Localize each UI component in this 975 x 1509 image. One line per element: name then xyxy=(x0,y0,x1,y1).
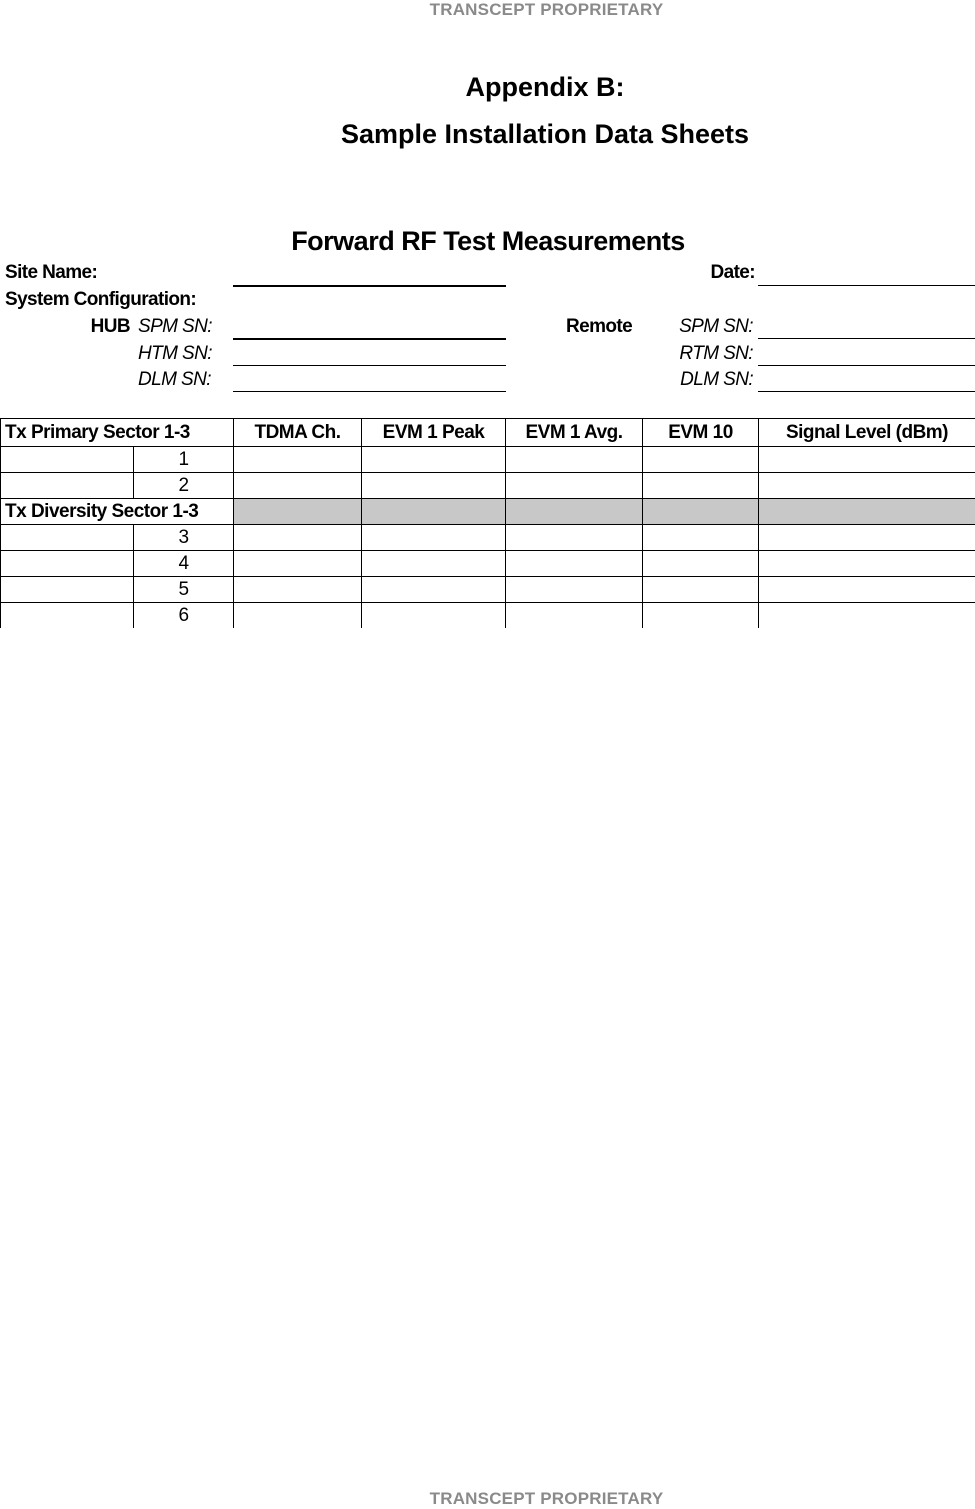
row-number: 4 xyxy=(134,551,234,577)
row-number: 6 xyxy=(134,603,234,629)
table-cell[interactable] xyxy=(234,525,362,551)
table-cell[interactable] xyxy=(234,447,362,473)
table-cell[interactable] xyxy=(362,577,506,603)
site-name-field[interactable] xyxy=(233,285,506,287)
hub-htm-label: HTM SN: xyxy=(138,343,212,365)
measurements-table xyxy=(0,418,975,628)
table-cell[interactable] xyxy=(643,603,759,629)
table-row xyxy=(1,473,975,499)
table-cell[interactable] xyxy=(643,447,759,473)
table-cell[interactable] xyxy=(234,577,362,603)
hub-spm-field[interactable] xyxy=(233,338,506,340)
hub-dlm-field[interactable] xyxy=(233,391,506,392)
table-cell[interactable] xyxy=(234,473,362,499)
table-cell[interactable] xyxy=(643,473,759,499)
header-tdma-ch: TDMA Ch. xyxy=(234,419,362,447)
hub-label: HUB xyxy=(40,316,130,338)
table-cell[interactable] xyxy=(362,603,506,629)
remote-rtm-field[interactable] xyxy=(758,365,975,366)
header-signal-level: Signal Level (dBm) xyxy=(759,419,975,447)
remote-spm-label: SPM SN: xyxy=(640,316,753,338)
table-cell xyxy=(1,577,134,603)
table-row xyxy=(1,447,975,473)
hub-htm-field[interactable] xyxy=(233,365,506,366)
row-number: 5 xyxy=(134,577,234,603)
table-cell[interactable] xyxy=(643,551,759,577)
table-cell[interactable] xyxy=(362,551,506,577)
shaded-cell xyxy=(506,499,643,525)
form-title: Forward RF Test Measurements xyxy=(0,226,975,257)
table-cell[interactable] xyxy=(362,447,506,473)
table-cell xyxy=(1,473,134,499)
remote-label: Remote xyxy=(566,316,632,338)
remote-rtm-label: RTM SN: xyxy=(640,343,753,365)
shaded-cell xyxy=(643,499,759,525)
remote-dlm-label: DLM SN: xyxy=(640,369,753,391)
proprietary-header: TRANSCEPT PROPRIETARY xyxy=(0,0,975,20)
table-row xyxy=(1,551,975,577)
row-number: 3 xyxy=(134,525,234,551)
table-cell[interactable] xyxy=(234,551,362,577)
table-row xyxy=(1,603,975,629)
table-cell[interactable] xyxy=(506,551,643,577)
proprietary-footer: TRANSCEPT PROPRIETARY xyxy=(0,1489,975,1509)
table-cell xyxy=(1,525,134,551)
site-name-label: Site Name: xyxy=(5,262,97,284)
table-cell xyxy=(1,447,134,473)
header-tx-primary: Tx Primary Sector 1-3 xyxy=(1,419,234,447)
remote-spm-field[interactable] xyxy=(758,338,975,339)
shaded-cell xyxy=(759,499,975,525)
table-cell[interactable] xyxy=(759,577,975,603)
table-cell[interactable] xyxy=(506,447,643,473)
date-label: Date: xyxy=(650,262,755,284)
remote-dlm-field[interactable] xyxy=(758,391,975,392)
table-cell[interactable] xyxy=(362,473,506,499)
table-cell[interactable] xyxy=(506,473,643,499)
table-cell[interactable] xyxy=(506,577,643,603)
table-header-row xyxy=(1,419,975,447)
table-cell[interactable] xyxy=(759,447,975,473)
table-row xyxy=(1,577,975,603)
hub-spm-label: SPM SN: xyxy=(138,316,212,338)
table-cell[interactable] xyxy=(759,525,975,551)
appendix-subtitle: Sample Installation Data Sheets xyxy=(0,119,975,150)
header-evm1-peak: EVM 1 Peak xyxy=(362,419,506,447)
hub-dlm-label: DLM SN: xyxy=(138,369,211,391)
table-cell[interactable] xyxy=(643,577,759,603)
shaded-cell xyxy=(234,499,362,525)
header-evm10: EVM 10 xyxy=(643,419,759,447)
table-cell[interactable] xyxy=(759,551,975,577)
row-number: 1 xyxy=(134,447,234,473)
table-cell[interactable] xyxy=(759,473,975,499)
section-tx-diversity: Tx Diversity Sector 1-3 xyxy=(1,499,234,525)
table-cell[interactable] xyxy=(506,525,643,551)
system-config-label: System Configuration: xyxy=(5,289,196,311)
table-cell[interactable] xyxy=(506,603,643,629)
appendix-title: Appendix B: xyxy=(0,72,975,103)
table-cell xyxy=(1,551,134,577)
table-cell[interactable] xyxy=(643,525,759,551)
table-cell[interactable] xyxy=(759,603,975,629)
date-field[interactable] xyxy=(758,285,975,286)
table-section-row xyxy=(1,499,975,525)
table-cell xyxy=(1,603,134,629)
header-evm1-avg: EVM 1 Avg. xyxy=(506,419,643,447)
table-cell[interactable] xyxy=(362,525,506,551)
table-cell[interactable] xyxy=(234,603,362,629)
row-number: 2 xyxy=(134,473,234,499)
table-row xyxy=(1,525,975,551)
shaded-cell xyxy=(362,499,506,525)
